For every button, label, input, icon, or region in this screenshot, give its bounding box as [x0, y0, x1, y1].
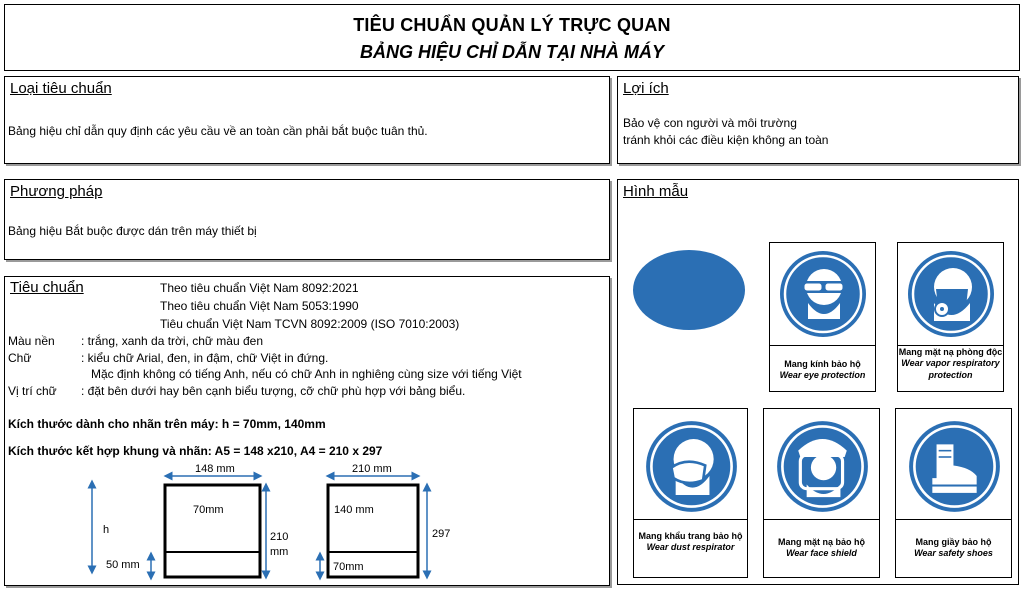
blue-circle-sign	[633, 250, 745, 330]
sign-label-vi: Mang khẩu trang bảo hộ	[638, 531, 743, 541]
chu-value: : kiểu chữ Arial, đen, in đậm, chữ Việt in đứng.	[81, 351, 329, 365]
loi-ich-line2: tránh khỏi các điều kiện không an toàn	[623, 133, 829, 147]
sign-eye-protection	[769, 242, 876, 392]
sign-dust-respirator	[633, 408, 748, 578]
vi-tri-value: : đặt bên dưới hay bên cạnh biểu tượng, cỡ chữ phù hợp với bảng biểu.	[81, 384, 466, 398]
section-header-hinh-mau: Hình mẫu	[623, 183, 689, 200]
ref-line-3: Tiêu chuẩn Việt Nam TCVN 8092:2009 (ISO 7010:2003)	[160, 317, 460, 331]
size-line-1: Kích thước dành cho nhãn trên máy: h = 70mm, 140mm	[8, 417, 326, 431]
sign-label-en: Wear dust respirator	[646, 542, 735, 553]
sign-label-vi: Mang mặt nạ phòng độc	[898, 347, 1003, 357]
section-header-tieu-chuan: Tiêu chuẩn	[10, 279, 84, 296]
section-header-phuong-phap: Phương pháp	[10, 183, 103, 200]
sign-label-en: Wear vapor respiratory protection	[901, 358, 1000, 380]
section-header-loai: Loại tiêu chuẩn	[10, 80, 112, 97]
loai-text: Bảng hiệu chỉ dẫn quy định các yêu cầu về an toàn cần phải bắt buộc tuân thủ.	[8, 124, 428, 138]
mau-nen-label: Màu nền	[8, 334, 55, 348]
section-header-loi-ich: Lợi ích	[623, 80, 669, 97]
sign-vapor-respiratory	[897, 242, 1004, 392]
safety-glasses-icon	[778, 249, 868, 339]
dust-mask-icon	[644, 419, 739, 514]
dim-bottom-70: 70mm	[333, 561, 364, 573]
ref-line-2: Theo tiêu chuẩn Việt Nam 5053:1990	[160, 299, 359, 313]
title-block	[4, 4, 1020, 71]
dim-210-unit: mm	[270, 546, 289, 558]
section-loi-ich	[617, 76, 1019, 164]
sign-label-vi: Mang mặt nạ bảo hộ	[777, 537, 865, 547]
gas-mask-icon	[906, 249, 996, 339]
page-subtitle: BẢNG HIỆU CHỈ DẪN TẠI NHÀ MÁY	[360, 42, 664, 62]
dim-width-a5: 148 mm	[195, 463, 235, 475]
sign-label-en: Wear face shield	[786, 548, 857, 559]
dim-210: 210	[270, 531, 289, 543]
sign-label-vi: Mang kính bảo hộ	[784, 359, 861, 369]
dim-inner-70: 70mm	[193, 504, 224, 516]
face-shield-icon	[775, 419, 870, 514]
sign-label-en: Wear safety shoes	[914, 548, 993, 559]
dim-inner-140: 140 mm	[334, 504, 374, 516]
section-loai-tieu-chuan	[4, 76, 610, 164]
dim-50mm: 50 mm	[106, 559, 140, 571]
loi-ich-line1: Bảo vệ con người và môi trường	[623, 116, 797, 130]
sign-safety-shoes	[895, 408, 1012, 578]
sign-label-vi: Mang giầy bảo hộ	[915, 537, 992, 547]
vi-tri-label: Vị trí chữ	[8, 384, 57, 398]
sign-label-en: Wear eye protection	[779, 370, 866, 381]
chu-value-2: Mặc định không có tiếng Anh, nếu có chữ Anh in nghiêng cùng size với tiếng Việt	[91, 367, 522, 381]
size-line-2: Kích thước kết hợp khung và nhãn: A5 = 148 x210, A4 = 210 x 297	[8, 444, 383, 458]
chu-label: Chữ	[8, 351, 32, 365]
ref-line-1: Theo tiêu chuẩn Việt Nam 8092:2021	[160, 281, 359, 295]
dim-width-a4: 210 mm	[352, 463, 392, 475]
safety-shoe-icon	[907, 419, 1002, 514]
phuong-phap-text: Bảng hiệu Bắt buộc được dán trên máy thiết bị	[8, 224, 257, 238]
sign-face-shield	[763, 408, 880, 578]
page-title: TIÊU CHUẨN QUẢN LÝ TRỰC QUAN	[353, 15, 671, 35]
dim-297: 297	[432, 528, 451, 540]
dim-h: h	[103, 524, 110, 536]
frame-a5	[165, 485, 260, 577]
mau-nen-value: : trắng, xanh da trời, chữ màu đen	[81, 334, 263, 348]
section-phuong-phap	[4, 179, 610, 260]
